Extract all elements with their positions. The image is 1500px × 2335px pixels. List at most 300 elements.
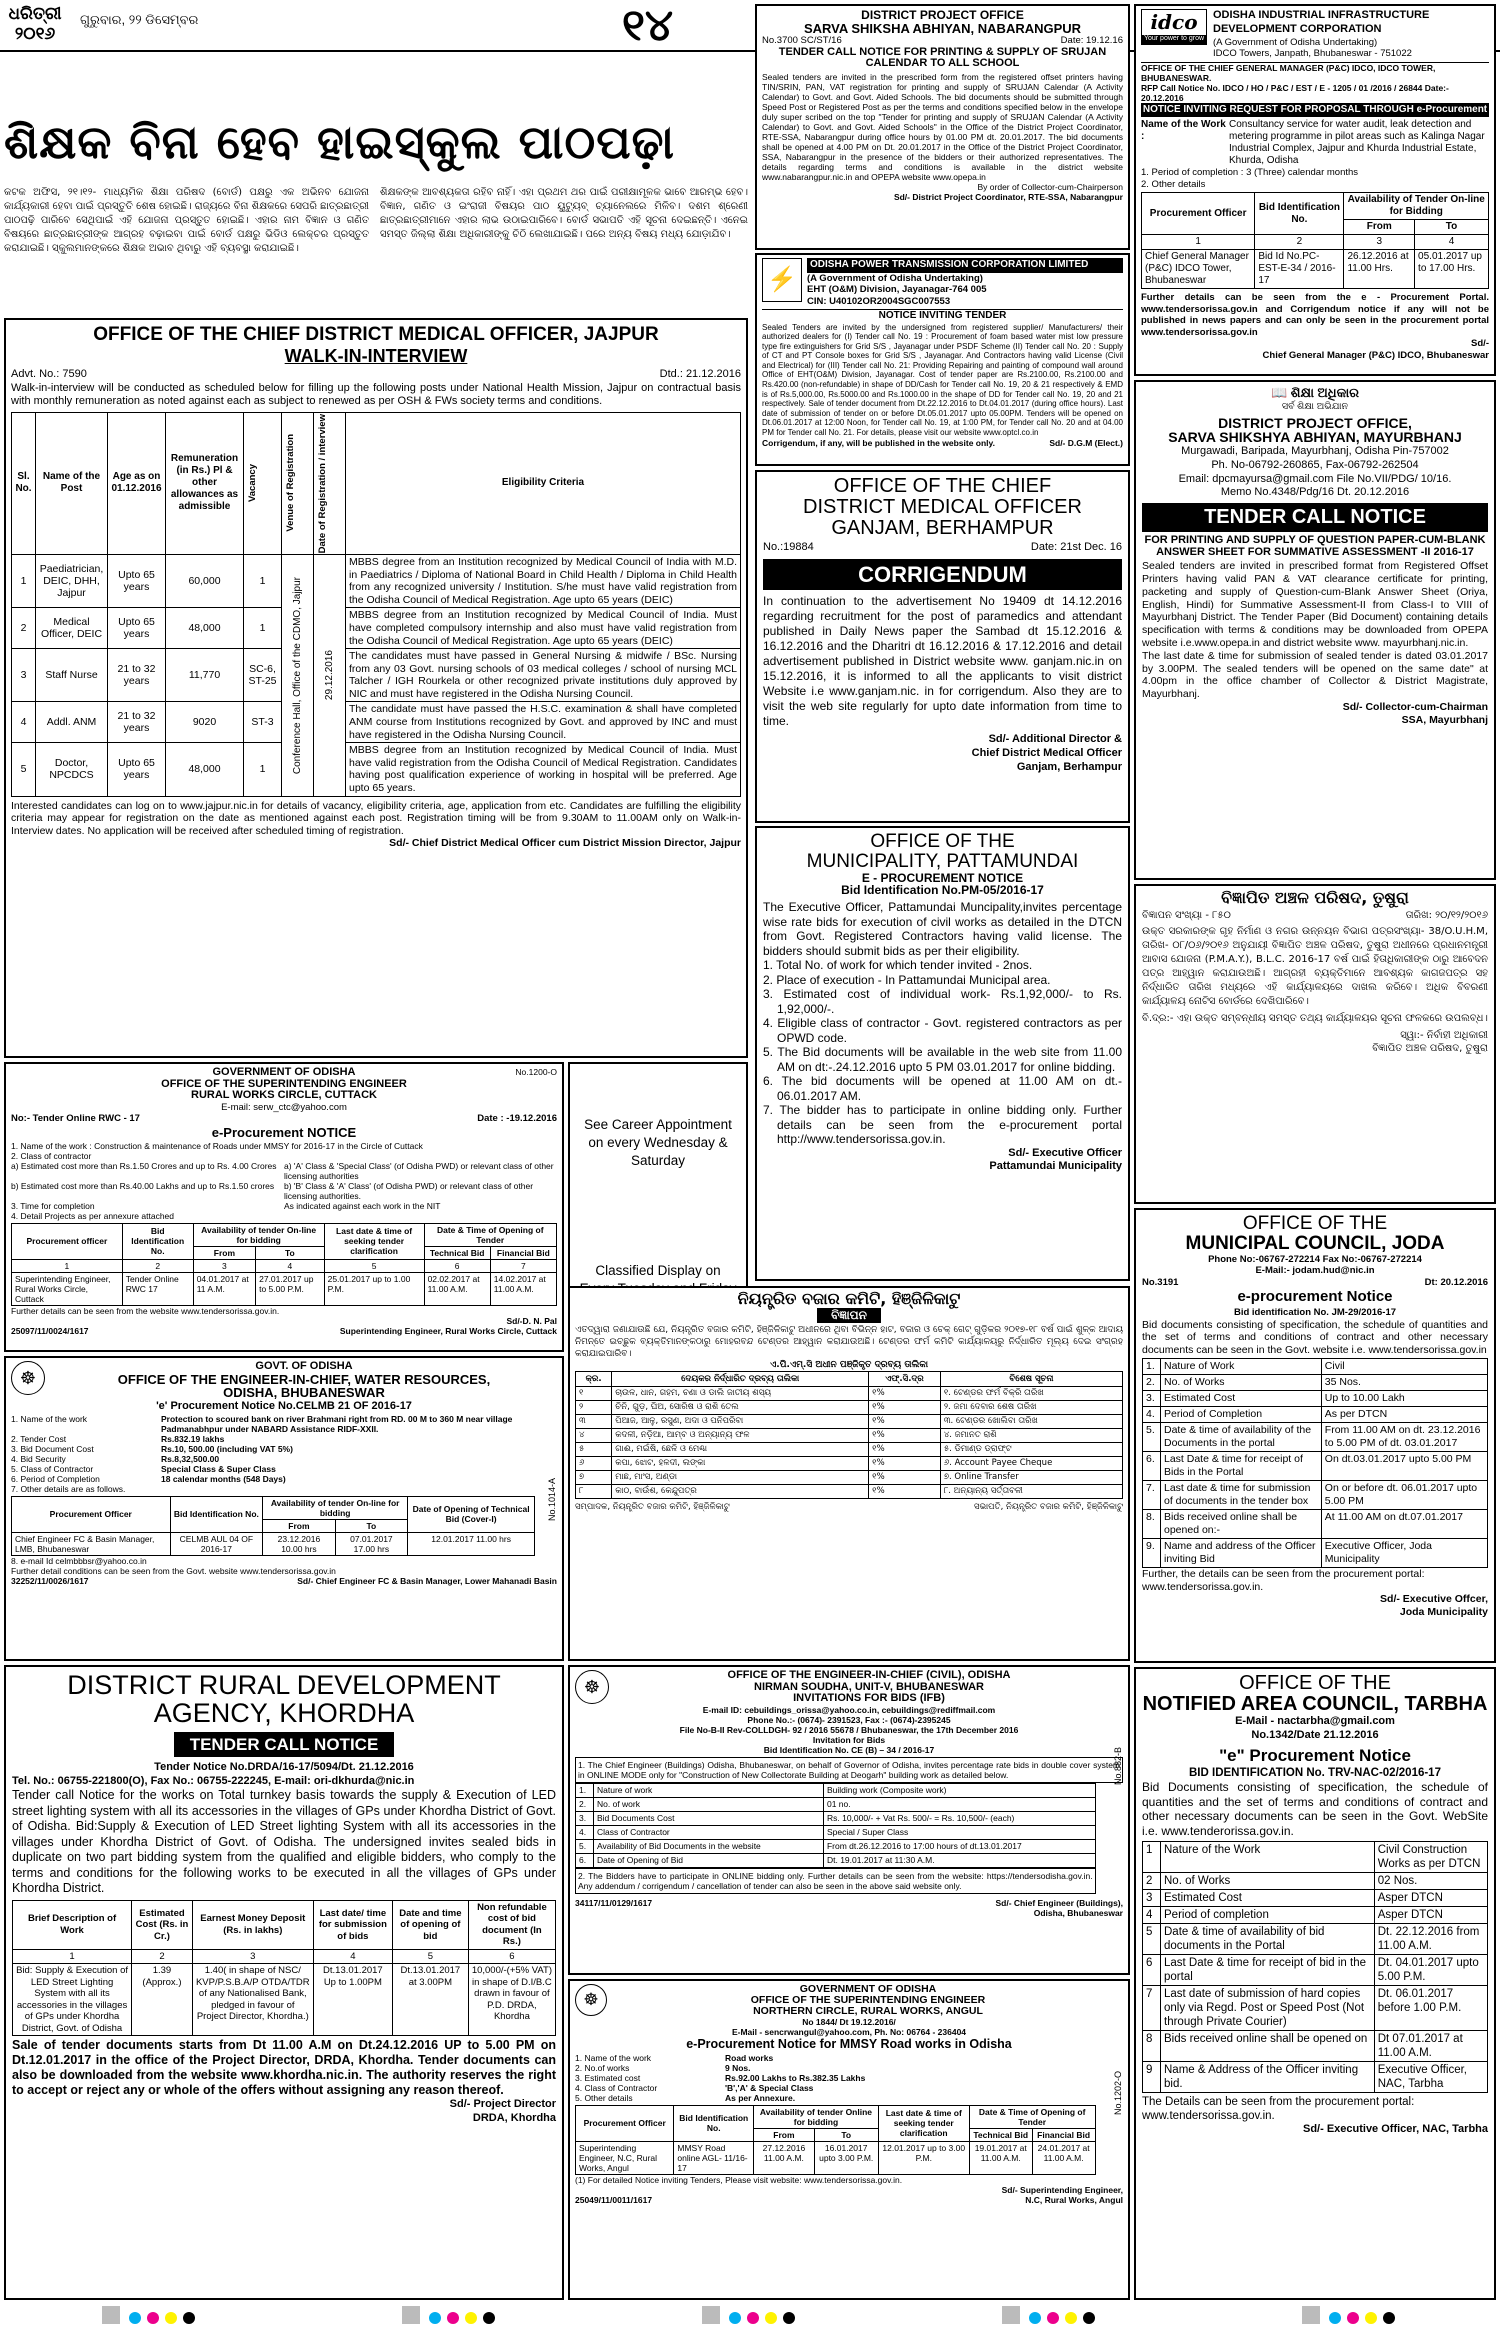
table-row <box>1143 1907 1488 1924</box>
table-cell: Doctor, NPCDCS <box>36 743 108 796</box>
signature: Sd/- <box>1471 338 1489 349</box>
ad-eic-civil <box>568 1665 1130 1975</box>
detail-value: 18 calendar months (548 Days) <box>161 1473 286 1484</box>
detail-label: 2. Tender Cost <box>11 1433 67 1444</box>
table-header: ଏଫ୍.ସି.ଦ୍ର <box>869 1371 941 1386</box>
table-cell: 11,770 <box>166 649 244 702</box>
ad-title: OFFICE OF THE SUPERINTENDING ENGINEER <box>161 1077 407 1090</box>
ad-code: 25049/11/0011/1617 <box>575 2194 653 2205</box>
detail-label: 5. Class of Contractor <box>11 1463 94 1474</box>
ad-title: SARVA SHIKSHYA ABHIYAN, MAYURBHANJ <box>1168 429 1462 446</box>
table-row <box>1143 1407 1488 1423</box>
ad-intro: Walk-in-interview will be conducted as scheduled below for filling up the following posts under National Health Mission, Jajpur on contractual basis with monthly remuneration as noted against each as subject to renewed as per OSH & FWs society terms and conditions. <box>11 381 741 407</box>
ad-items <box>763 958 1122 1147</box>
table-header <box>244 412 282 554</box>
ad-subtitle: FOR PRINTING AND SUPPLY OF QUESTION PAPER-CUM-BLANK ANSWER SHEET FOR SUMMATIVE ASSESSMENT -II 2016-17 <box>1144 534 1486 558</box>
ad-ssa-mayurbhanj <box>1134 380 1496 880</box>
signature: DRDA, Khordha <box>472 2112 556 2125</box>
ad-bar: CORRIGENDUM <box>763 559 1122 591</box>
ref-date: ତାରିଖ: ୨୦/୧୨/୨୦୧୬ <box>1405 909 1488 921</box>
table-row <box>12 608 741 649</box>
odisha-emblem-icon: ☸ <box>575 1670 609 1704</box>
table-cell: ୮ <box>576 1484 612 1498</box>
drda-table: Brief Description of Work Estimated Cost (Rs. in Cr.) Earnest Money Deposit (Rs. in lakhs) Last date/ time for submission of bids Date and time of opening of bid Non refundable cost of bid document (In Rs.) 1 2 3 4 5 6 Bid: Supply & Execution of LED Street Lighting System with all its accessories in the villages of GPs under Khordha District, Govt. of Odisha 1.39 (Approx.) 1.40( in shape of NSC/ KVP/P.S.B.A/P OTDA/TDR of any Nationalised Bank, pledged in favour of Project Director, Khordha.) Dt.13.01.2017 Up to 1.00PM Dt.13.01.2017 at 3.00PM 10,000/-(+5% VAT) in shape of D.I/B.C drawn in favour of P.D. DRDA, Khordha <box>12 1900 556 2037</box>
table-cell: ଚିନି, ଗୁଡ଼, ଘିଅ, ସୋରିଷ ଓ ରାଶି ତେଲ <box>612 1400 869 1414</box>
table-cell: ୪. ଜମାନତ ରାଶି <box>940 1428 1122 1442</box>
table-cell: Class of Contractor <box>594 1825 824 1839</box>
ad-address: EHT (O&M) Division, Jayanagar-764 005 <box>807 284 987 295</box>
ad-intro: Bid Documents consisting of specification, the schedule of quantities and the set of terms and conditions of contract and other necessary documents can be seen in the Govt. WebSite i.e. www.tenderorissa.gov.in. <box>1142 1780 1488 1838</box>
table-row <box>576 1456 1123 1470</box>
table-cell: Addl. ANM <box>36 702 108 743</box>
signature: Sd/- Project Director <box>449 2098 556 2111</box>
ad-ssa-nabarangpur <box>755 4 1130 250</box>
detail-value: Rs.832.19 lakhs <box>161 1433 225 1444</box>
table-cell: SC-6, ST-25 <box>244 649 282 702</box>
color-swatch <box>1083 2312 1095 2324</box>
ref-no: Memo No.4348/Pdg/16 Dt. 20.12.2016 <box>1220 486 1410 499</box>
ad-item: As indicated against each work in the NIT <box>284 1200 441 1211</box>
table-cell: 6. <box>576 1853 594 1867</box>
ref-no: ବିଜ୍ଞାପନ ସଂଖ୍ୟା - ୮୫୦ <box>1142 909 1231 921</box>
table-caption: ଏ.ପି.ଏମ୍.ସି ଅଧୀନ ପଞ୍ଜିକୃତ ଦ୍ରବ୍ୟ ତାଲିକା <box>769 1359 929 1370</box>
list-item: 4. Eligible class of contractor - Govt. registered contractors as per OPWD code. <box>763 1016 1122 1045</box>
table-row <box>576 1797 1096 1811</box>
table-cell: 1 <box>244 554 282 607</box>
ad-phone: Ph. No-06792-260865, Fax-06792-262504 <box>1211 458 1419 471</box>
table-row <box>576 1400 1123 1414</box>
ad-bar: TENDER CALL NOTICE <box>1142 503 1488 532</box>
ad-footer: The Details can be seen from the procurement portal: www.tendersorissa.gov.in. <box>1142 2096 1415 2123</box>
ad-title: MUNICIPAL COUNCIL, JODA <box>1185 1232 1445 1254</box>
detail-label: 7. Other details are as follows. <box>11 1483 126 1494</box>
detail-value: Rs.92.00 Lakhs to Rs.382.35 Lakhs <box>725 2072 866 2083</box>
color-swatch-group <box>1002 2306 1098 2329</box>
table-row <box>1143 1359 1488 1375</box>
ad-item: 4. Detail Projects as per annexure attached <box>11 1210 175 1221</box>
detail-row <box>575 2063 1123 2073</box>
ad-footer: Interested candidates can log on to www.jajpur.nic.in for details of vacancy, eligibility criteria, age, application from etc. Candidates are fulfilling the eligibility criteria may appear for registration on the date as mentioned against each post. Registration timing will be from 9.30AM to 11.00AM only on Walk-in-Interview dates. No application will be received after scheduled timing of registration. <box>11 799 741 837</box>
header-label: Vacancy <box>247 464 258 503</box>
table-cell: ପିଆଜ, ଆଳୁ, ରସୁଣ, ଅଦା ଓ ପନିପରିବା <box>612 1414 869 1428</box>
table-cell: Nature of Work <box>1161 1359 1322 1375</box>
color-swatch <box>465 2312 477 2324</box>
color-swatch <box>1047 2312 1059 2324</box>
signature: Ganjam, Berhampur <box>1016 760 1122 773</box>
ad-footer: Corrigendum, if any, will be published in the website only. <box>762 437 995 448</box>
signature: Superintending Engineer, Rural Works Circle, Cuttack <box>339 1325 557 1336</box>
ad-email: E-Mail - sencrwangul@yahoo.com, Ph. No: 06764 - 236404 <box>731 2027 967 2038</box>
ad-title: AGENCY, KHORDHA <box>153 1698 415 1729</box>
table-cell: Paediatrician, DEIC, DHH, Jajpur <box>36 554 108 607</box>
ad-title: OFFICE OF THE ENGINEER-IN-CHIEF (CIVIL), ODISHA <box>727 1669 1011 1681</box>
label: Name of the Work : <box>1141 119 1226 142</box>
table-cell: 3. <box>1143 1391 1161 1407</box>
detail-value: Rs.8,32,500.00 <box>161 1453 220 1464</box>
idco-table: Procurement Officer Bid Identification No. Availability of Tender On-line for Bidding From To 1 2 3 4 Chief General Manager (P&C) IDCO Tower, Bhubaneswar Bid Id No.PC-EST-E-34 / 2016-17 26.12.2016 at 11.00 Hrs. 05.01.2017 up to 17.00 Hrs. <box>1141 192 1489 289</box>
ad-title: GANJAM, BERHAMPUR <box>831 517 1054 539</box>
table-row <box>576 1414 1123 1428</box>
table-cell: Civil Construction Works as per DTCN <box>1374 1842 1487 1873</box>
venue-text: Conference Hall, Office of the CDMO, Jajpur <box>291 576 303 774</box>
ad-code: No.1202-O <box>1112 2071 1123 2116</box>
grey-bar <box>702 2306 720 2324</box>
date-cell <box>314 554 346 796</box>
table-cell: ୧% <box>869 1442 941 1456</box>
grey-bar <box>1002 2306 1020 2324</box>
table-cell: ୫. ଡିମାଣ୍ଡ ଡ୍ରାଫ୍ଟ <box>940 1442 1122 1456</box>
table-cell: Upto 65 years <box>108 743 166 796</box>
table-cell: Bid Documents Cost <box>594 1811 824 1825</box>
value: Consultancy service for water audit, leak detection and metering programme in pilot areas such as Kalinga Nagar Industrial Complex, Jajpur and Khurda Industrial Estate, Khurda, Odisha <box>1229 119 1485 166</box>
table-cell: 3 <box>1143 1890 1161 1907</box>
table-cell: 9020 <box>166 702 244 743</box>
table-row <box>1143 1873 1488 1890</box>
ad-title: ନିୟନ୍ତ୍ରିତ ବଜାର କମିଟି, ହିଞ୍ଜିଳିକାଟୁ <box>737 1289 961 1308</box>
signature: ସଭାପତି, ନିୟନ୍ତ୍ରିତ ବଜାର କମିଟି, ହିଞ୍ଜିଳିକାଟୁ <box>974 1501 1123 1512</box>
ad-item: 2. Class of contractor <box>11 1150 92 1161</box>
table-cell: 2 <box>12 608 36 649</box>
detail-label: 3. Estimated cost <box>575 2072 641 2083</box>
table-cell: ୩ <box>576 1414 612 1428</box>
table-header: Eligibility Criteria <box>346 412 741 554</box>
ad-body: Tender call Notice for the works on Total turnkey basis towards the supply & Execution of LED street lighting system with all its accessories in the villages of GPs under Khordha District of Govt. of Odisha. Bid:Supply & Execution of LED Street lighting System with all its accessories in the villages under Khordha District of Govt. of Odisha. The undersigned invites sealed bids in duplicate on two part bidding system from the qualified and eligible bidders, who comply to the terms and conditions for the following works to be executed in all the villages of GPs under Khordha District. <box>12 1788 556 1896</box>
table-cell: ୨ <box>576 1400 612 1414</box>
list-item: 5. The Bid documents will be available in the web site from 11.00 AM on dt:-.24.12.2016 upto 5 PM 03.01.2017 for online bidding. <box>763 1045 1122 1074</box>
table-cell: କପା, ଝୋଟ, ହଳଦୀ, ଲଙ୍କା <box>612 1456 869 1470</box>
detail-label: 6. Period of Completion <box>11 1473 100 1484</box>
table-cell: 2 <box>1143 1873 1161 1890</box>
signature: ବିଜ୍ଞାପିତ ଅଞ୍ଚଳ ପରିଷଦ, ତୁଷୁରା <box>1372 1042 1488 1054</box>
signature: SSA, Mayurbhanj <box>1401 714 1488 727</box>
signature: Chief General Manager (P&C) IDCO, Bhubaneswar <box>1262 349 1489 361</box>
table-cell: Last Date & time for receipt of bid in the portal <box>1161 1955 1375 1986</box>
ref-no: No:- Tender Online RWC - 17 <box>11 1113 140 1125</box>
ad-title: ODISHA, BHUBANESWAR <box>223 1385 385 1401</box>
table-cell: ୧% <box>869 1456 941 1470</box>
header-label: Venue of Registration <box>285 434 296 533</box>
ref-date: Dtd.: 21.12.2016 <box>659 367 741 380</box>
color-swatch <box>429 2312 441 2324</box>
table-cell: Date & time of availability of the Documents in the portal <box>1161 1423 1322 1452</box>
signature: Sd/- Collector-cum-Chairman <box>1342 700 1488 713</box>
table-cell: Executive Officer, NAC, Tarbha <box>1374 2062 1487 2093</box>
table-cell: 4 <box>1143 1907 1161 1924</box>
signature: By order of Collector-cum-Chairperson <box>977 181 1123 192</box>
table-cell: No. of Works <box>1161 1375 1322 1391</box>
ad-title: OFFICE OF THE CHIEF DISTRICT MEDICAL OFFICER, JAJPUR <box>93 324 659 345</box>
color-swatch <box>1329 2312 1341 2324</box>
table-cell: ୭ <box>576 1470 612 1484</box>
ad-code: 25097/11/0024/1617 <box>11 1325 89 1336</box>
ad-title: GOVERNMENT OF ODISHA <box>212 1066 356 1078</box>
detail-label: 3. Bid Document Cost <box>11 1443 94 1454</box>
table-cell: ୧% <box>869 1414 941 1428</box>
table-cell: Period of completion <box>1161 1907 1375 1924</box>
table-cell: From dt.26.12.2016 to 17:00 hours of dt.13.01.2017 <box>823 1839 1095 1853</box>
color-swatch <box>1347 2312 1359 2324</box>
table-cell: 5 <box>12 743 36 796</box>
signature: Odisha, Bhubaneswar <box>1033 1907 1123 1918</box>
table-row <box>576 1470 1123 1484</box>
ref-date: Date: 21st Dec. 16 <box>1030 541 1122 553</box>
table-header <box>314 412 346 554</box>
page-number: ୧୪ <box>622 0 674 51</box>
detail-label: 4. Class of Contractor <box>575 2082 658 2093</box>
color-swatch <box>129 2312 141 2324</box>
detail-label: 4. Bid Security <box>11 1453 66 1464</box>
venue-cell <box>282 554 314 796</box>
ad-cdmo-jajpur <box>4 318 748 1058</box>
table-row <box>576 1371 1123 1386</box>
table-cell: 9. <box>1143 1539 1161 1568</box>
table-cell: Rs. 10,000/- + Vat Rs. 500/- = Rs. 10,500/- (each) <box>823 1811 1095 1825</box>
table-cell: 2. <box>576 1797 594 1811</box>
ad-body: ଏତଦ୍ୱାରା ଜଣାଯାଉଛି ଯେ, ନିୟନ୍ତ୍ରିତ ବଜାର କମିଟି, ହିଞ୍ଜିଳିକାଟୁ ଅଧୀନରେ ଥିବା ବିଭିନ୍ନ ହାଟ, ବଜାର ଓ ଚେକ୍ ଗେଟ୍ ଗୁଡ଼ିକର ୨୦୧୭-୧୮ ବର୍ଷ ପାଇଁ ଶୁଳ୍କ ଆଦାୟ ନିମନ୍ତେ ଇଚ୍ଛୁକ ବ୍ୟକ୍ତିମାନଙ୍କଠାରୁ ମୋହରବନ୍ଦ ଟେଣ୍ଡର ଆହ୍ୱାନ କରାଯାଉଅଛି। ଟେଣ୍ଡର ଫର୍ମ କମିଟି କାର୍ଯ୍ୟାଳୟରୁ ନିର୍ଦ୍ଧାରିତ ମୂଲ୍ୟ ଦେଇ ସଂଗ୍ରହ କରାଯାଇପାରିବ। <box>575 1324 1123 1359</box>
ad-rwc-angul <box>568 1979 1130 2300</box>
table-row <box>1143 1423 1488 1452</box>
ad-subtitle: (A Government of Odisha Undertaking) <box>1213 36 1378 48</box>
ad-rmc-hinjilicut <box>568 1286 1130 1661</box>
ref-no: RFP Call Notice No. IDCO / HO / P&C / EST / E - 1205 / 01 /2016 / 26844 Date:- 20.12.2016 <box>1141 82 1449 103</box>
odisha-emblem-icon: ☸ <box>575 1984 607 2016</box>
ad-title: NIRMAN SOUDHA, UNIT-V, BHUBANESWAR <box>754 1680 984 1693</box>
rwc-ctc-table: Procurement officer Bid Identification No. Availability of tender On-line for bidding Last date & time of seeking tender clarification Date & Time of Opening of Tender From To Technical Bid Financial Bid 1 2 3 4 5 6 7 Superintending Engineer, Rural Works Circle, Cuttack Tender Online RWC 17 04.01.2017 at 11 A.M. 27.01.2017 up to 5.00 P.M. 25.01.2017 up to 1.00 P.M. 02.02.2017 at 11.00 A.M. 14.02.2017 at 11.00 A.M. <box>11 1223 557 1306</box>
table-cell: Dt. 22.12.2016 from 11.00 A.M. <box>1374 1924 1487 1955</box>
table-cell: Upto 65 years <box>108 554 166 607</box>
table-cell: 1 <box>244 743 282 796</box>
ad-address: Murgawadi, Baripada, Mayurbhanj, Odisha Pin-757002 <box>1181 445 1449 458</box>
ad-phone: Tel. No.: 06755-221800(O), Fax No.: 06755-222245, E-mail: ori-dkhurda@nic.in <box>12 1774 415 1787</box>
ref-no: No.:19884 <box>763 541 814 553</box>
table-row <box>576 1811 1096 1825</box>
detail-label: 2. No.of works <box>575 2062 630 2073</box>
table-row <box>1143 1924 1488 1955</box>
table-cell: ଗାଈ, ମଇଁଷି, ଛେଳି ଓ ମେଣ୍ଢା <box>612 1442 869 1456</box>
wr-details <box>11 1414 557 1494</box>
ad-intro: The Executive Officer, Pattamundai Muncipality,invites percentage wise rate bids for execution of civil works as detailed in the DTCN from Govt. Registered Contractors having valid license. The bidders should submit bids as per their eligibility. <box>763 900 1122 958</box>
tower-icon: ⚡ <box>762 258 802 302</box>
ad-bar: ବିଜ୍ଞାପନ <box>817 1308 881 1323</box>
table-cell: 48,000 <box>166 608 244 649</box>
table-row <box>576 1853 1096 1867</box>
detail-row <box>11 1474 557 1484</box>
table-row <box>12 554 741 607</box>
news-headline: ଶିକ୍ଷକ ବିନା ହେବ ହାଇସ୍କୁଲ ପାଠପଢ଼ା <box>4 115 675 169</box>
ad-body: Sealed Tenders are invited by the undersigned from registered supplier/ Manufacturers/ their authorized dealers for (I) Tender call No. 19 : Procurement of foam based water mist low pressure type fire extinguishers for Grid S/S , Jayanagar under PSDF Scheme (II) Tender call No. 20 : Supply of CT and PT Console boxes for Grid S/S , Jayanagar. And Contractors having valid License (Civil and Electrical) for (III) Tender call No. 21: Providing Repairing and painting of compound wall around Office of EHT(O&M) Division, Jayanagar. Cost of tender paper are Rs.2100.00, Rs.2100.00 and Rs.420.00 (non-refundable) in shape of DD/Cash for Tender call No. 19, 20 & 21 respectively & EMD is of Rs.5,000.00, Rs.5000.00 and Rs.1000.00 in the shape of DD for Tender call No. 19, 20 and 21 respectively. Sale of tender document from Dt.22.12.2016 to Dt.04.01.2017 (during office hours). Last date of submission of tender on or before Dt.05.01.2017 upto 05.00PM. Tenders will be opened on Dt.06.01.2017 at 12:00 Noon, for Tender call No. 19, at 1:00 PM, for Tender call No. 20 and at 04.00 PM for Tender call No. 21. For details, please visit our website www.optcl.co.in <box>762 322 1123 438</box>
list-item: 3. Estimated cost of individual work- Rs.1,92,000/- to Rs. 1,92,000/-. <box>763 987 1122 1016</box>
table-row <box>576 1428 1123 1442</box>
table-cell: ୩. ଟେଣ୍ଡର ଖୋଲିବା ତାରିଖ <box>940 1414 1122 1428</box>
color-swatch <box>1065 2312 1077 2324</box>
ad-body: ଉକ୍ତ ସରକାରଙ୍କ ଗୃହ ନିର୍ମାଣ ଓ ନଗର ଉନ୍ନୟନ ବିଭାଗ ପତ୍ରସଂଖ୍ୟା- 38/O.U.H.M, ତାରିଖ- ୦୮/୦୬/୨୦୧୬ ଅନୁଯାୟୀ ବିଜ୍ଞାପିତ ଅଞ୍ଚଳ ପରିଷଦ, ତୁଷୁରା ଅଧୀନରେ ପ୍ରଧାନମନ୍ତ୍ରୀ ଆବାସ ଯୋଜନା (P.M.A.Y.), B.L.C. 2016-17 ବର୍ଷ ପାଇଁ ହିତାଧିକାରୀଙ୍କ ଠାରୁ ଆବେଦନ ପତ୍ର ଆହ୍ୱାନ କରାଯାଉଅଛି। ଆଗ୍ରହୀ ବ୍ୟକ୍ତିମାନେ ଆବଶ୍ୟକ କାଗଜପତ୍ର ସହ ନିର୍ଦ୍ଧାରିତ ତାରିଖ ମଧ୍ୟରେ ଏହି କାର୍ଯ୍ୟାଳୟରେ ଦାଖଲ କରିବେ। ଅଧିକ ବିବରଣୀ କାର୍ଯ୍ୟାଳୟ ନୋଟିସ ବୋର୍ଡରେ ଦେଖିପାରିବେ। <box>1142 926 1488 1008</box>
table-cell: 2. <box>1143 1375 1161 1391</box>
table-row <box>576 1484 1123 1498</box>
table-header: Remuneration (in Rs.) Pl & other allowances as admissible <box>166 412 244 554</box>
ad-body: Sealed tenders are invited in prescribed format from Registered Offset Printers having valid PAN & VAT clearance certificate for printing, packeting and supply of Question-cum-Blank Answer Sheet (Oriya, English, Hindi) for Summative Assessment-II from Class-I to VIII of Mayurbhanj District. The Tender Paper (Bid Document) containing details specification with terms & conditions may be downloaded from OPEPA website i.e.www.opepa.in and district website www. mayurbhanj.nic.in. The last date & time for submission of sealed tender is dated 03.01.2017 by 3.00PM. The sealed tenders will be opened on the same date" at 4.00pm in the office chamber of Collector & District Magistrate, Mayurbhanj. <box>1142 560 1488 701</box>
ad-title: DISTRICT PROJECT OFFICE <box>861 8 1024 22</box>
ad-item: a) 'A' Class & 'Special Class' (of Odisha PWD) or relevant class of other licensing authorities <box>284 1160 554 1181</box>
color-swatch <box>1383 2312 1395 2324</box>
table-cell: 1 <box>12 554 36 607</box>
joda-table <box>1142 1358 1488 1568</box>
detail-row <box>11 1454 557 1464</box>
color-swatch <box>147 2312 159 2324</box>
angul-table: Procurement Officer Bid Identification No. Availability of tender Online for bidding Last date & time of seeking tender clarification Date & Time of Opening of Tender From To Technical Bid Financial Bid Superintending Engineer, N.C, Rural Works, Angul MMSY Road online AGL- 11/16-17 27.12.2016 11.00 A.M. 16.01.2017 upto 3.00 P.M. 12.01.2017 up to 3.00 P.M. 19.01.2017 at 11.00 A.M. 24.01.2017 at 11.00 A.M. <box>575 2105 1096 2175</box>
table-cell: 4 <box>12 702 36 743</box>
table-row <box>1143 1842 1488 1873</box>
wr-table: Procurement Officer Bid Identification No. Availability of tender On-line for bidding Date of Opening of Technical Bid (Cover-I) From To Chief Engineer FC & Basin Manager, LMB, Bhubaneswar CELMB AUL 04 OF 2016-17 23.12.2016 10.00 hrs 07.01.2017 17.00 hrs 12.01.2017 11.00 hrs <box>11 1496 535 1556</box>
ad-title: OFFICE OF THE CHIEF <box>833 475 1052 497</box>
table-cell: Upto 65 years <box>108 608 166 649</box>
detail-row <box>11 1434 557 1444</box>
ad-subtitle: e-procurement Notice <box>1237 1288 1393 1306</box>
ad-title: OFFICE OF THE <box>870 831 1015 852</box>
ad-footer: Further details can be seen from the website www.tendersorissa.gov.in. <box>11 1305 280 1316</box>
ad-subtitle: E - PROCUREMENT NOTICE <box>861 870 1024 885</box>
ad-email: E-Mail:- jodam.hud@nic.in <box>1255 1265 1375 1277</box>
ad-drda-khordha <box>4 1665 564 2300</box>
news-column-2: ଶିକ୍ଷକଙ୍କ ଆବଶ୍ୟକତା ରହିବ ନାହିଁ। ଏହା ପ୍ରଥମ ଥର ପାଇଁ ପରୀକ୍ଷାମୂଳକ ଭାବେ ଆରମ୍ଭ ହେବ। ବିଜ୍ଞାନ, ଗଣିତ ଓ ଇଂରାଜୀ ବିଷୟର ପାଠ ୟୁଟ୍ୟୁବ୍ ଚ୍ୟାନେଲରେ ମିଳିବ। ଦଶମ ଶ୍ରେଣୀ ଛାତ୍ରଛାତ୍ରୀମାନେ ଏହାର ଲାଭ ଉଠାଇପାରିବେ। ବୋର୍ଡ ସଭାପତି ଏହି ସୂଚନା ଦେଇଛନ୍ତି। ଏନେଇ ସମସ୍ତ ଜିଲ୍ଲା ଶିକ୍ଷା ଅଧିକାରୀଙ୍କୁ ଚିଠି ଲେଖାଯାଇଛି। ପରେ ଅନ୍ୟ ବିଷୟ ମଧ୍ୟ ଯୋଡ଼ାଯିବ। <box>380 187 752 240</box>
table-cell: 5 <box>1143 1924 1161 1955</box>
ad-footer: Further detail conditions can be seen from the Govt. website www.tendersorissa.gov.in <box>11 1565 336 1576</box>
ad-body: Sealed tenders are invited in the prescribed form from the registered offset printers having TIN/SRIN, PAN, VAT registration for printing and supply of SRUJAN Calendar (A Activity Calendar) to Govt. and Govt. Aided Schools. The bid documents should be submitted through Speed Post or Registered Post as per the terms and conditions specified below in the envelope duly super scribed on the top "Tender for printing and supply of SRUJAN Calendar (A Activity Calendar) to Govt. and Govt. Aided Schools" in the Office of the District Project Coordinator, RTE-SSA, Nabarangpur during office hours by 01.00 PM dt. 20.01.2017. The bid documents shall be opened at 4.00 PM on Dt. 20.01.2017 in the Office of the District Project Coordinator, SSA, Nabarangpur in the presence of the bidders or their authorized representatives. The details regarding terms and conditions is available in the district website www.nabarangpur.nic.in and OPEPA website www.opepa.in <box>762 71 1123 182</box>
ad-water-resources <box>4 1356 564 1661</box>
table-cell: Nature of the Work <box>1161 1842 1375 1873</box>
table-row <box>576 1839 1096 1853</box>
ad-title: OFFICE OF THE ENGINEER-IN-CHIEF, WATER RESOURCES, <box>117 1371 491 1387</box>
detail-row <box>11 1464 557 1474</box>
table-cell: ୧% <box>869 1484 941 1498</box>
ad-subtitle: Invitation for Bids <box>812 1734 886 1745</box>
detail-value: Protection to scoured bank on river Brahmani right from RD. 00 M to 360 M near village Padmanabhpur under NABARD Assistance RIDF-XXII. <box>161 1413 513 1434</box>
promo-classified: Classified Display on <box>595 1263 721 1278</box>
ad-title: OFFICE OF THE <box>1242 1213 1388 1234</box>
ad-email: 8. e-mail Id celmbbbsr@yahoo.co.in <box>11 1555 147 1566</box>
color-swatch <box>483 2312 495 2324</box>
detail-row <box>11 1484 557 1494</box>
signature: Sd/- Superintending Engineer, <box>1001 2184 1123 2195</box>
table-cell: Last date of submission of hard copies only via Regd. Post or Speed Post (Not through Private Courier) <box>1161 1986 1375 2031</box>
grey-bar <box>402 2306 420 2324</box>
ad-item: a) Estimated cost more than Rs.1.50 Crores and up to Rs. 4.00 Crores <box>11 1160 277 1171</box>
table-header <box>282 412 314 554</box>
tarbha-table <box>1142 1841 1488 2093</box>
ad-cin: CIN: U40102OR2004SGC007553 <box>807 295 951 307</box>
table-row <box>576 1783 1096 1797</box>
detail-value: 'B','A' & Special Class <box>725 2082 814 2093</box>
list-item: 7. The bidder has to participate in online bidding only. Further details can be seen from the e-procurement portal http://www.tendersorissa.gov.in. <box>763 1103 1122 1147</box>
ad-email: Email: dpcmayursa@gmail.com File No.VII/PDG/ 10/16. <box>1178 472 1452 485</box>
ssa-logo: 📖 ଶିକ୍ଷା ଅଧିକାର <box>1270 385 1360 400</box>
table-cell: 35 Nos. <box>1321 1375 1487 1391</box>
table-cell: ଚାଉଳ, ଧାନ, ଗହମ, ଚଣା ଓ ଡାଲି ଜାତୀୟ ଶସ୍ୟ <box>612 1386 869 1400</box>
table-cell: On dt.03.01.2017 upto 5.00 PM <box>1321 1452 1487 1481</box>
ad-footer: Sale of tender documents starts from Dt 11.00 A.M on Dt.24.12.2016 UP to 5.00 PM on Dt.12.01.2017 in the office of the Project Director, DRDA, Khordha. Tender documents can also be downloaded from the website www.khordha.nic.in. The authority reserves the right to accept or reject any or whole of the offers without assigning any reason thereof. <box>12 2038 556 2098</box>
detail-value: Special Class & Super Class <box>161 1463 276 1474</box>
ad-subtitle: INVITATIONS FOR BIDS (IFB) <box>793 1692 945 1705</box>
color-swatch-group <box>402 2306 498 2329</box>
table-row <box>576 1442 1123 1456</box>
promo-career: See Career Appointment on every Wednesday & Saturday <box>584 1117 732 1168</box>
ad-subtitle: NOTICE INVITING TENDER <box>762 309 1123 323</box>
ad-joda <box>1134 1208 1496 1663</box>
table-cell: Dt. 04.01.2017 upto 5.00 P.M. <box>1374 1955 1487 1986</box>
table-cell: 21 to 32 years <box>108 649 166 702</box>
ad-subtitle: e-Procurement Notice for MMSY Road works in Odisha <box>686 2037 1012 2052</box>
eligibility-cell: The candidate must have passed the H.S.C. examination & shall have completed ANM course from Institutions recognized by Govt. and approved by INC and must have registered in the Odisha Nursing Council. <box>346 702 741 743</box>
issue-date: ଗୁରୁବାର, ୨୨ ଡିସେମ୍ବର <box>80 12 199 27</box>
table-cell: From 11.00 AM on dt. 23.12.2016 to 5.00 PM of dt. 03.01.2017 <box>1321 1423 1487 1452</box>
detail-value: Rs.10, 500.00 (including VAT 5%) <box>161 1443 293 1454</box>
table-cell: 6 <box>1143 1955 1161 1986</box>
signature: N.C, Rural Works, Angul <box>1025 2194 1123 2205</box>
ad-item: 1. Period of completion : 3 (Three) calendar months <box>1141 167 1359 178</box>
table-cell: 5. <box>1143 1423 1161 1452</box>
table-row <box>12 743 741 796</box>
detail-row <box>11 1444 557 1454</box>
signature: Pattamundai Municipality <box>989 1160 1122 1173</box>
ad-item: b) 'B' Class & 'A' Class' (of Odisha PWD) or relevant class of other licensing authorities. <box>284 1180 534 1201</box>
table-row <box>1143 1375 1488 1391</box>
ad-code: 32252/11/0026/1617 <box>11 1575 89 1586</box>
ref-no: Advt. No.: 7590 <box>11 367 87 380</box>
ad-title: ODISHA POWER TRANSMISSION CORPORATION LIMITED <box>807 258 1123 273</box>
ad-code: 34117/11/0129/1617 <box>575 1897 653 1908</box>
eligibility-cell: The candidates must have passed in General Nursing & midwife / BSc. Nursing from any 03 Govt. nursing schools of 03 medical colleges / school of nursing MCL Talcher / IGH Rourkela or other recognized private institutions duly approved by NIC and must have registered in the Odisha Nursing Council. <box>346 649 741 702</box>
ad-title: ବିଜ୍ଞାପିତ ଅଞ୍ଚଳ ପରିଷଦ, ତୁଷୁରା <box>1221 888 1409 907</box>
ad-subtitle: WALK-IN-INTERVIEW <box>284 345 468 366</box>
table-row <box>12 702 741 743</box>
ref-date: Dt: 20.12.2016 <box>1424 1276 1488 1288</box>
table-cell: ୧% <box>869 1400 941 1414</box>
table-cell: ୧ <box>576 1386 612 1400</box>
table-row <box>1143 1986 1488 2031</box>
table-cell: ୧% <box>869 1386 941 1400</box>
table-row <box>1143 1510 1488 1539</box>
ad-title: SARVA SHIKSHA ABHIYAN, NABARANGPUR <box>803 20 1082 36</box>
news-column-1: କଟକ ଅଫିସ, ୨୧।୧୨- ମାଧ୍ୟମିକ ଶିକ୍ଷା ପରିଷଦ (ବୋର୍ଡ) ପକ୍ଷରୁ ଏକ ଅଭିନବ ଯୋଜନା କାର୍ଯ୍ୟକାରୀ ହେବା ପାଇଁ ପ୍ରସ୍ତୁତି ଶେଷ ହୋଇଛି। ରାଜ୍ୟରେ ବିନା ଶିକ୍ଷକରେ ସେପରି ଛାତ୍ରଛାତ୍ରୀ ପାଠପଢ଼ି ପାରିବେ ସେଥିପାଇଁ ଏହି ଯୋଜନା ପ୍ରସ୍ତୁତ ହୋଇଛି। ଏହାର ନାମ ବିଜ୍ଞାନ ଓ ଗଣିତ ବିଷୟରେ ଛାତ୍ରଛାତ୍ରୀଙ୍କ ଆଗ୍ରହ ବଢ଼ାଇବା ପାଇଁ ବୋର୍ଡ ପକ୍ଷରୁ ଭିଡିଓ ଲେକ୍ଚର ପ୍ରସ୍ତୁତ କରାଯାଇଛି। ସ୍କୁଲମାନଙ୍କରେ ଶିକ୍ଷକ ଅଭାବ ଥିବାରୁ ଏହି ବ୍ୟବସ୍ଥା କରାଯାଇଛି। <box>4 187 373 254</box>
rmc-table <box>575 1371 1123 1499</box>
table-row <box>12 649 741 702</box>
table-header: ଦେୟକର ନିର୍ଦ୍ଧାରିତ ଦ୍ରବ୍ୟ ତାଲିକା <box>612 1371 869 1386</box>
detail-row <box>575 2053 1123 2063</box>
jajpur-table <box>11 412 741 797</box>
ref-date: Date: 19.12.16 <box>1060 35 1123 47</box>
signature: Sd/- Executive Officer <box>1008 1146 1122 1159</box>
date-text: 29.12.2016 <box>323 650 335 701</box>
color-swatch <box>165 2312 177 2324</box>
color-swatch <box>765 2312 777 2324</box>
ad-title: GOVT. OF ODISHA <box>255 1360 353 1372</box>
ad-subtitle: TENDER CALL NOTICE FOR PRINTING & SUPPLY OF SRUJAN CALENDAR TO ALL SCHOOL <box>778 45 1107 70</box>
signature: Chief District Medical Officer <box>971 747 1122 759</box>
detail-row <box>11 1414 557 1434</box>
table-row <box>1143 1539 1488 1568</box>
signature: Joda Municipality <box>1399 1606 1488 1619</box>
ref-no: No.1200-O <box>515 1067 557 1077</box>
table-cell: କାଠ, ବାଉଁଶ, କେନ୍ଦୁପତ୍ର <box>612 1484 869 1498</box>
ref-no: Tender Notice No.DRDA/16-17/5094/Dt. 21.12.2016 <box>154 1760 414 1773</box>
table-row <box>1143 1955 1488 1986</box>
table-header: Sl. No. <box>12 412 36 554</box>
color-swatch <box>447 2312 459 2324</box>
table-row <box>1143 1391 1488 1407</box>
ad-address: IDCO Towers, Janpath, Bhubaneswar - 751022 <box>1213 48 1412 59</box>
ad-title: MUNICIPALITY, PATTAMUNDAI <box>806 850 1079 872</box>
table-cell: Medical Officer, DEIC <box>36 608 108 649</box>
list-item: 6. The bid documents will be opened at 11.00 AM on dt.- 06.01.2017 AM. <box>763 1074 1122 1103</box>
